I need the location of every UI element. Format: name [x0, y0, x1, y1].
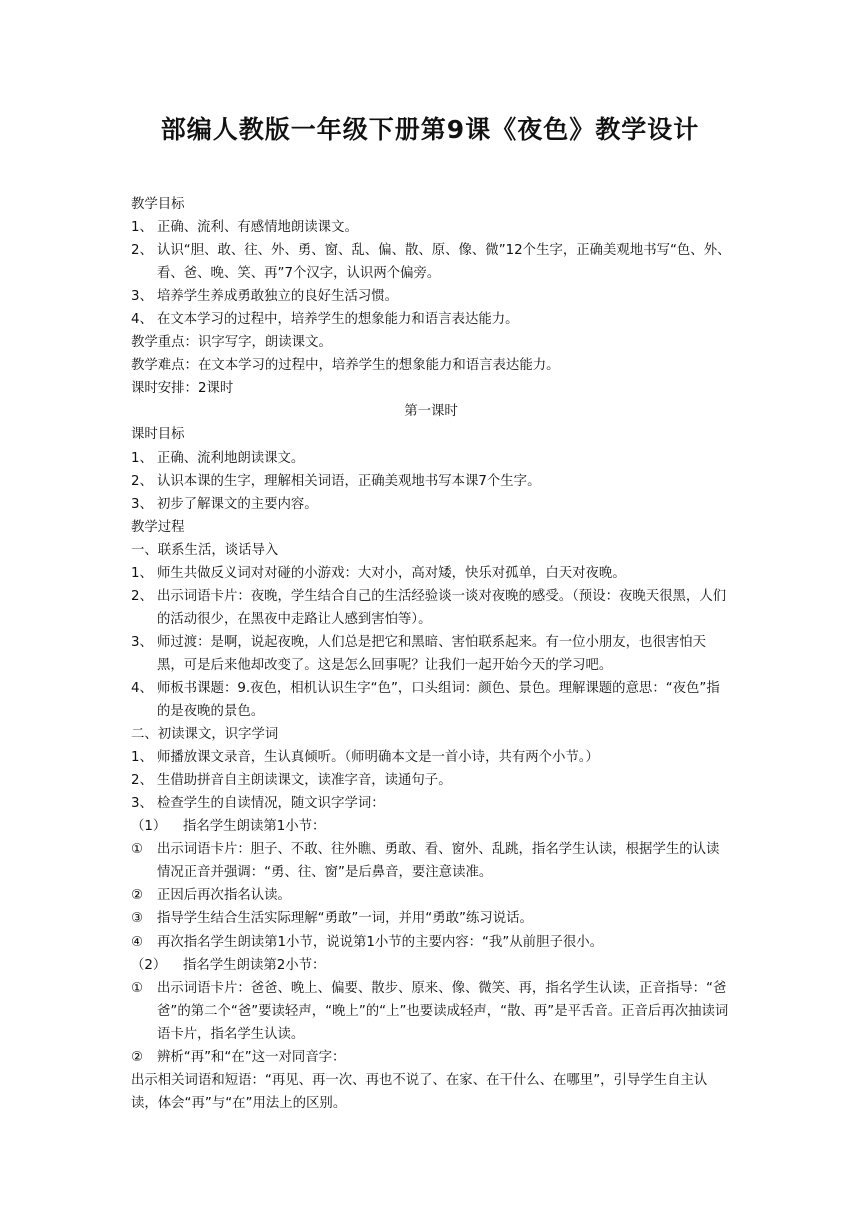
sub-item — [131, 815, 731, 838]
teaching-focus: 教学重点：识字写字，朗读课文。 — [131, 335, 332, 351]
item-text: 生借助拼音自主朗读课文，读准字音，读通句子。 — [157, 773, 452, 789]
item-text: 指导学生结合生活实际理解“勇敢”一词，并用“勇敢”练习说话。 — [157, 911, 533, 927]
item-text: 出示词语卡片：爸爸、晚上、偏要、散步、原来、像、微笑、再，指名学生认读，正音指导：“爸爸”的第二个“爸”要读轻声，“晚上”的“上”也要读成轻声，“散、再”是平舌音。正音后再次抽读词语卡片，指名学生认读。 — [157, 980, 729, 1042]
item-number: 3、 — [131, 796, 153, 812]
item-number: 4、 — [131, 680, 153, 696]
list-item — [131, 470, 731, 493]
item-text: 正确、流利、有感情地朗读课文。 — [157, 220, 358, 236]
list-item — [131, 493, 731, 516]
item-number: 1、 — [131, 220, 153, 236]
list-item — [131, 562, 731, 585]
item-text: 检查学生的自读情况，随文识字学词： — [157, 796, 385, 812]
item-text: 师板书课题：9.夜色，相机认识生字“色”，口头组词：颜色、景色。理解课题的意思：“夜色”指的是夜晚的景色。 — [157, 680, 720, 720]
list-item — [131, 838, 731, 884]
section-heading: 二、初读课文，识字学词 — [131, 727, 279, 743]
item-text: 再次指名学生朗读第1小节，说说第1小节的主要内容：“我”从前胆子很小。 — [157, 934, 604, 950]
item-number: ① — [131, 842, 144, 858]
heading-lesson-goals: 课时目标 — [131, 427, 185, 443]
list-item — [131, 792, 731, 815]
item-text: 认识“胆、敢、往、外、勇、窗、乱、偏、散、原、像、微”12个生字，正确美观地书写“色、外、看、爸、晚、笑、再”7个汉字，认识两个偏旁。 — [157, 243, 731, 282]
item-text: 在文本学习的过程中，培养学生的想象能力和语言表达能力。 — [157, 312, 519, 328]
item-number: 1、 — [131, 750, 153, 766]
item-text: 师播放课文录音，生认真倾听。（师明确本文是一首小诗，共有两个小节。） — [157, 750, 599, 766]
item-number: 1、 — [131, 565, 153, 581]
list-item — [131, 285, 731, 308]
section-heading: 一、联系生活，谈话导入 — [131, 542, 279, 558]
item-text: 出示词语卡片：胆子、不敢、往外瞧、勇敢、看、窗外、乱跳，指名学生认读，根据学生的认读情况正音并强调：“勇、往、窗”是后鼻音，要注意读准。 — [157, 842, 720, 881]
item-number: 2、 — [131, 773, 153, 789]
item-number: 2、 — [131, 588, 153, 604]
list-item — [131, 746, 731, 769]
teaching-difficulty: 教学难点：在文本学习的过程中，培养学生的想象能力和语言表达能力。 — [131, 358, 560, 374]
paragraph: 出示相关词语和短语：“再见、再一次、再也不说了、在家、在干什么、在哪里”，引导学生自主认读，体会“再”与“在”用法上的区别。 — [131, 1072, 708, 1111]
item-number: 3、 — [131, 634, 153, 650]
item-number: ① — [131, 980, 144, 996]
item-text: 认识本课的生字，理解相关词语，正确美观地书写本课7个生字。 — [157, 473, 541, 489]
item-number: ④ — [131, 934, 144, 950]
item-text: 辨析“再”和“在”这一对同音字： — [157, 1049, 346, 1065]
list-item — [131, 977, 731, 1046]
list-item — [131, 585, 731, 631]
list-item — [131, 631, 731, 677]
list-item — [131, 907, 731, 930]
list-item — [131, 1046, 731, 1069]
sub-item-text: 指名学生朗读第1小节： — [183, 819, 326, 835]
item-number: 2、 — [131, 243, 153, 259]
item-text: 出示词语卡片：夜晚，学生结合自己的生活经验谈一谈对夜晚的感受。（预设：夜晚天很黑，人们的活动很少，在黑夜中走路让人感到害怕等）。 — [157, 588, 727, 627]
lesson-one-heading: 第一课时 — [404, 404, 458, 420]
list-item — [131, 677, 731, 723]
list-item — [131, 769, 731, 792]
item-text: 正因后再次指名认读。 — [157, 888, 291, 904]
item-number: 1、 — [131, 450, 153, 466]
item-number: ② — [131, 1049, 144, 1065]
list-item — [131, 308, 731, 331]
heading-teaching-goals: 教学目标 — [131, 197, 185, 212]
item-text: 初步了解课文的主要内容。 — [157, 496, 318, 512]
list-item — [131, 216, 731, 239]
item-number: 3、 — [131, 496, 153, 512]
item-number: ③ — [131, 911, 144, 927]
heading-teaching-process: 教学过程 — [131, 519, 185, 535]
document-title: 部编人教版一年级下册第9课《夜色》教学设计 — [160, 115, 700, 144]
lesson-schedule: 课时安排：2课时 — [131, 381, 234, 397]
sub-item-label: （1） — [131, 819, 167, 835]
item-number: 2、 — [131, 473, 153, 489]
item-number: 3、 — [131, 289, 153, 305]
list-item — [131, 447, 731, 470]
item-text: 培养学生养成勇敢独立的良好生活习惯。 — [157, 289, 399, 305]
list-item — [131, 931, 731, 954]
item-number: 4、 — [131, 312, 153, 328]
sub-item-text: 指名学生朗读第2小节： — [183, 957, 326, 973]
list-item — [131, 884, 731, 907]
list-item — [131, 239, 731, 285]
item-text: 正确、流利地朗读课文。 — [157, 450, 305, 466]
item-number: ② — [131, 888, 144, 904]
item-text: 师生共做反义词对对碰的小游戏：大对小，高对矮，快乐对孤单，白天对夜晚。 — [157, 565, 626, 581]
document-body — [131, 193, 731, 1115]
sub-item — [131, 954, 731, 977]
sub-item-label: （2） — [131, 957, 167, 973]
item-text: 师过渡：是啊，说起夜晚，人们总是把它和黑暗、害怕联系起来。有一位小朋友，也很害怕天黑，可是后来他却改变了。这是怎么回事呢？让我们一起开始今天的学习吧。 — [157, 634, 707, 673]
